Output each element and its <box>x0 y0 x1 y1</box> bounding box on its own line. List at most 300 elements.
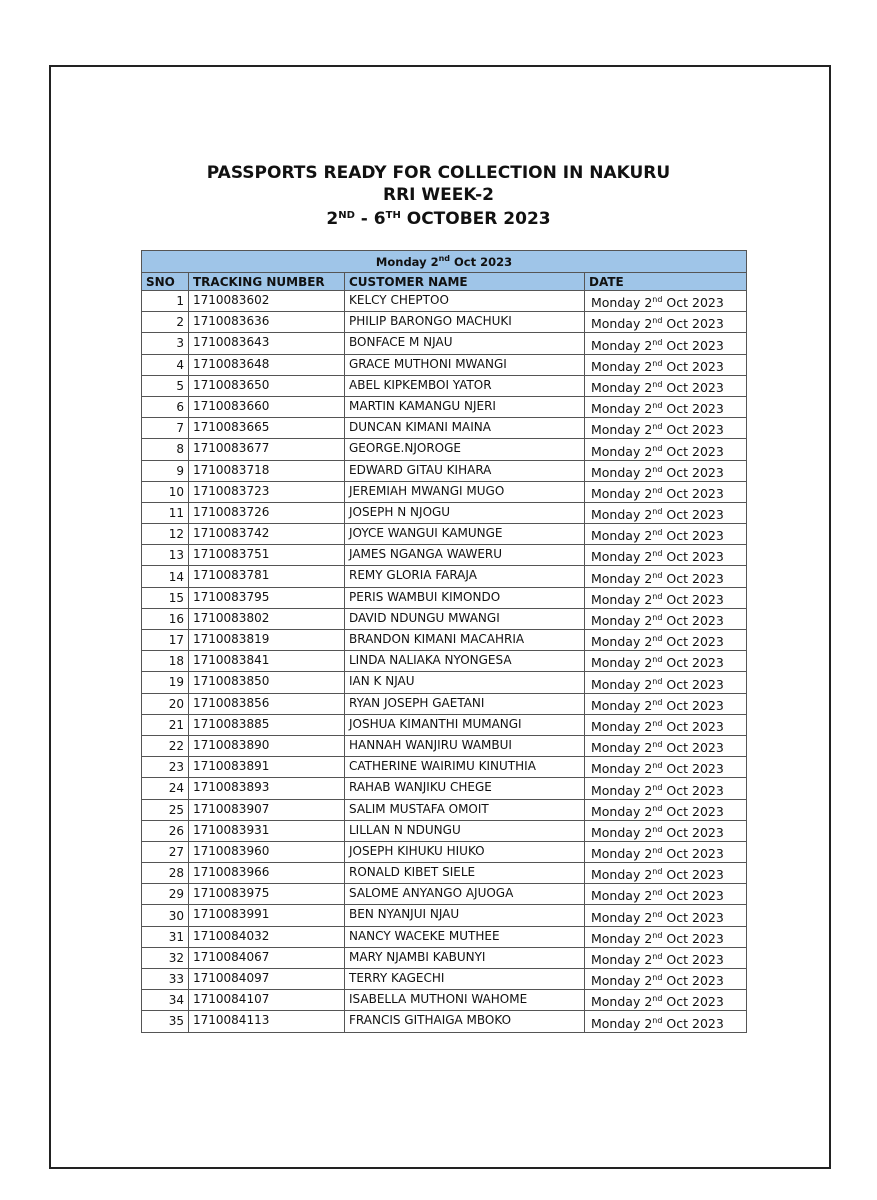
cell-tracking-number: 1710083795 <box>189 587 345 608</box>
cell-tracking-number: 1710083718 <box>189 460 345 481</box>
cell-date <box>585 651 747 672</box>
cell-date <box>585 333 747 354</box>
cell-date <box>585 354 747 375</box>
cell-sno: 1 <box>142 291 189 312</box>
cell-date <box>585 714 747 735</box>
cell-customer-name: NANCY WACEKE MUTHEE <box>345 926 585 947</box>
date-prefix: Monday 2 <box>591 846 653 862</box>
table-row <box>142 693 747 714</box>
cell-sno: 32 <box>142 947 189 968</box>
cell-sno: 20 <box>142 693 189 714</box>
cell-customer-name: KELCY CHEPTOO <box>345 291 585 312</box>
cell-tracking-number: 1710083890 <box>189 735 345 756</box>
document-subtitle: RRI WEEK-2 <box>383 185 494 205</box>
date-range-separator: - <box>354 209 374 229</box>
date-prefix: Monday 2 <box>591 379 653 395</box>
cell-customer-name: BEN NYANJUI NJAU <box>345 905 585 926</box>
cell-sno: 15 <box>142 587 189 608</box>
date-prefix: Monday 2 <box>591 528 653 544</box>
cell-tracking-number: 1710083723 <box>189 481 345 502</box>
cell-customer-name: GEORGE.NJOROGE <box>345 439 585 460</box>
cell-sno: 25 <box>142 799 189 820</box>
cell-tracking-number: 1710083966 <box>189 863 345 884</box>
cell-date <box>585 524 747 545</box>
cell-sno: 5 <box>142 375 189 396</box>
date-prefix: Monday 2 <box>591 973 653 989</box>
table-row <box>142 545 747 566</box>
date-rest: Oct 2023 <box>662 591 724 607</box>
cell-sno: 34 <box>142 990 189 1011</box>
date-rest: Oct 2023 <box>662 570 724 586</box>
cell-sno: 17 <box>142 630 189 651</box>
date-prefix: Monday 2 <box>591 549 653 565</box>
table-row <box>142 651 747 672</box>
date-prefix: Monday 2 <box>591 1015 653 1031</box>
table-header-row <box>142 273 747 291</box>
date-rest: Oct 2023 <box>662 676 724 692</box>
date-range-start-suffix: ND <box>338 210 355 221</box>
passport-table <box>141 250 747 1033</box>
table-row <box>142 566 747 587</box>
cell-customer-name: DAVID NDUNGU MWANGI <box>345 608 585 629</box>
cell-tracking-number: 1710083931 <box>189 820 345 841</box>
header-date: DATE <box>585 273 747 291</box>
cell-tracking-number: 1710083660 <box>189 396 345 417</box>
date-ordinal: nd <box>652 443 663 453</box>
cell-customer-name: TERRY KAGECHI <box>345 969 585 990</box>
cell-tracking-number: 1710084107 <box>189 990 345 1011</box>
cell-tracking-number: 1710084067 <box>189 947 345 968</box>
date-prefix: Monday 2 <box>591 401 653 417</box>
date-ordinal: nd <box>652 740 663 750</box>
date-ordinal: nd <box>652 295 663 305</box>
table-row <box>142 312 747 333</box>
cell-customer-name: ABEL KIPKEMBOI YATOR <box>345 375 585 396</box>
table-row <box>142 841 747 862</box>
cell-date <box>585 439 747 460</box>
date-ordinal: nd <box>652 507 663 517</box>
date-rest: Oct 2023 <box>662 782 724 798</box>
cell-tracking-number: 1710083819 <box>189 630 345 651</box>
cell-sno: 3 <box>142 333 189 354</box>
table-row <box>142 926 747 947</box>
cell-date <box>585 587 747 608</box>
date-ordinal: nd <box>652 930 663 940</box>
cell-tracking-number: 1710083907 <box>189 799 345 820</box>
date-ordinal: nd <box>652 316 663 326</box>
date-ordinal: nd <box>652 782 663 792</box>
date-rest: Oct 2023 <box>662 485 724 501</box>
date-ordinal: nd <box>652 676 663 686</box>
cell-customer-name: JOYCE WANGUI KAMUNGE <box>345 524 585 545</box>
date-prefix: Monday 2 <box>591 782 653 798</box>
cell-date <box>585 481 747 502</box>
date-ordinal: nd <box>652 761 663 771</box>
date-rest: Oct 2023 <box>662 634 724 650</box>
cell-date <box>585 990 747 1011</box>
date-prefix: Monday 2 <box>591 888 653 904</box>
table-row <box>142 969 747 990</box>
date-prefix: Monday 2 <box>591 867 653 883</box>
date-prefix: Monday 2 <box>591 994 653 1010</box>
date-ordinal: nd <box>652 718 663 728</box>
cell-sno: 29 <box>142 884 189 905</box>
table-row <box>142 990 747 1011</box>
table-row <box>142 947 747 968</box>
cell-customer-name: RYAN JOSEPH GAETANI <box>345 693 585 714</box>
date-ordinal: nd <box>652 655 663 665</box>
cell-tracking-number: 1710084113 <box>189 1011 345 1032</box>
date-prefix: Monday 2 <box>591 316 653 332</box>
date-rest: Oct 2023 <box>662 295 724 311</box>
date-rest: Oct 2023 <box>662 1015 724 1031</box>
date-ordinal: nd <box>652 570 663 580</box>
cell-customer-name: SALIM MUSTAFA OMOIT <box>345 799 585 820</box>
date-prefix: Monday 2 <box>591 824 653 840</box>
date-ordinal: nd <box>652 591 663 601</box>
cell-sno: 18 <box>142 651 189 672</box>
cell-date <box>585 608 747 629</box>
date-prefix: Monday 2 <box>591 676 653 692</box>
table-row <box>142 481 747 502</box>
date-prefix: Monday 2 <box>591 337 653 353</box>
date-prefix: Monday 2 <box>591 909 653 925</box>
table-row <box>142 418 747 439</box>
date-range-end-day: 6 <box>373 209 386 229</box>
cell-sno: 4 <box>142 354 189 375</box>
header-tracking-number: TRACKING NUMBER <box>189 273 345 291</box>
date-rest: Oct 2023 <box>662 316 724 332</box>
date-rest: Oct 2023 <box>662 718 724 734</box>
table-row <box>142 396 747 417</box>
date-prefix: Monday 2 <box>591 740 653 756</box>
cell-tracking-number: 1710084097 <box>189 969 345 990</box>
cell-tracking-number: 1710083891 <box>189 757 345 778</box>
cell-date <box>585 926 747 947</box>
cell-date <box>585 630 747 651</box>
date-range-end-suffix: TH <box>385 210 401 221</box>
date-ordinal: nd <box>652 613 663 622</box>
cell-tracking-number: 1710083781 <box>189 566 345 587</box>
date-ordinal: nd <box>652 549 663 559</box>
cell-customer-name: FRANCIS GITHAIGA MBOKO <box>345 1011 585 1032</box>
cell-tracking-number: 1710083856 <box>189 693 345 714</box>
cell-customer-name: JOSEPH N NJOGU <box>345 502 585 523</box>
cell-date <box>585 545 747 566</box>
date-rest: Oct 2023 <box>662 528 724 544</box>
cell-sno: 14 <box>142 566 189 587</box>
table-row <box>142 735 747 756</box>
cell-tracking-number: 1710083742 <box>189 524 345 545</box>
date-ordinal: nd <box>652 528 663 538</box>
date-range-month-year: OCTOBER 2023 <box>400 209 551 229</box>
cell-customer-name: MARTIN KAMANGU NJERI <box>345 396 585 417</box>
table-row <box>142 905 747 926</box>
table-row <box>142 778 747 799</box>
table-row <box>142 884 747 905</box>
cell-date <box>585 799 747 820</box>
cell-sno: 2 <box>142 312 189 333</box>
table-row <box>142 1011 747 1032</box>
cell-customer-name: MARY NJAMBI KABUNYI <box>345 947 585 968</box>
cell-tracking-number: 1710083991 <box>189 905 345 926</box>
date-prefix: Monday 2 <box>591 803 653 819</box>
date-prefix: Monday 2 <box>591 295 653 311</box>
date-rest: Oct 2023 <box>662 888 724 904</box>
date-rest: Oct 2023 <box>662 803 724 819</box>
date-prefix: Monday 2 <box>591 718 653 734</box>
cell-tracking-number: 1710083602 <box>189 291 345 312</box>
cell-tracking-number: 1710084032 <box>189 926 345 947</box>
cell-date <box>585 884 747 905</box>
date-ordinal: nd <box>652 358 663 368</box>
cell-date <box>585 863 747 884</box>
cell-customer-name: JEREMIAH MWANGI MUGO <box>345 481 585 502</box>
date-ordinal: nd <box>652 379 663 389</box>
date-range <box>0 205 877 230</box>
cell-date <box>585 969 747 990</box>
table-row <box>142 291 747 312</box>
date-prefix: Monday 2 <box>591 930 653 946</box>
cell-tracking-number: 1710083841 <box>189 651 345 672</box>
date-ordinal: nd <box>652 909 663 919</box>
cell-tracking-number: 1710083893 <box>189 778 345 799</box>
cell-customer-name: EDWARD GITAU KIHARA <box>345 460 585 481</box>
header-sno: SNO <box>142 273 189 291</box>
date-prefix: Monday 2 <box>591 613 653 628</box>
date-rest: Oct 2023 <box>662 761 724 777</box>
cell-customer-name: JOSEPH KIHUKU HIUKO <box>345 841 585 862</box>
date-prefix: Monday 2 <box>591 952 653 967</box>
cell-date <box>585 418 747 439</box>
cell-sno: 10 <box>142 481 189 502</box>
date-rest: Oct 2023 <box>662 952 724 967</box>
banner-date-suffix: nd <box>438 254 450 263</box>
date-rest: Oct 2023 <box>662 867 724 883</box>
date-rest: Oct 2023 <box>662 507 724 523</box>
cell-tracking-number: 1710083650 <box>189 375 345 396</box>
date-ordinal: nd <box>652 867 663 877</box>
cell-sno: 7 <box>142 418 189 439</box>
cell-tracking-number: 1710083885 <box>189 714 345 735</box>
cell-sno: 28 <box>142 863 189 884</box>
table-row <box>142 439 747 460</box>
cell-tracking-number: 1710083677 <box>189 439 345 460</box>
cell-date <box>585 693 747 714</box>
cell-sno: 31 <box>142 926 189 947</box>
cell-sno: 8 <box>142 439 189 460</box>
date-rest: Oct 2023 <box>662 824 724 840</box>
cell-date <box>585 841 747 862</box>
cell-customer-name: IAN K NJAU <box>345 672 585 693</box>
date-ordinal: nd <box>652 973 663 983</box>
cell-sno: 6 <box>142 396 189 417</box>
table-row <box>142 799 747 820</box>
cell-sno: 30 <box>142 905 189 926</box>
table-row <box>142 757 747 778</box>
date-ordinal: nd <box>652 824 663 834</box>
date-rest: Oct 2023 <box>662 422 724 438</box>
cell-date <box>585 672 747 693</box>
cell-date <box>585 312 747 333</box>
table-row <box>142 333 747 354</box>
date-ordinal: nd <box>652 888 663 898</box>
date-ordinal: nd <box>652 401 663 411</box>
table-row <box>142 820 747 841</box>
table-banner <box>142 251 747 273</box>
table-body <box>142 291 747 1033</box>
cell-sno: 24 <box>142 778 189 799</box>
cell-customer-name: LINDA NALIAKA NYONGESA <box>345 651 585 672</box>
date-rest: Oct 2023 <box>662 549 724 565</box>
cell-tracking-number: 1710083850 <box>189 672 345 693</box>
cell-date <box>585 375 747 396</box>
cell-customer-name: GRACE MUTHONI MWANGI <box>345 354 585 375</box>
date-ordinal: nd <box>652 464 663 474</box>
cell-sno: 26 <box>142 820 189 841</box>
date-rest: Oct 2023 <box>662 401 724 417</box>
table-row <box>142 354 747 375</box>
cell-sno: 16 <box>142 608 189 629</box>
date-rest: Oct 2023 <box>662 846 724 862</box>
date-ordinal: nd <box>652 1015 663 1025</box>
table-row <box>142 524 747 545</box>
cell-customer-name: JOSHUA KIMANTHI MUMANGI <box>345 714 585 735</box>
cell-customer-name: REMY GLORIA FARAJA <box>345 566 585 587</box>
cell-date <box>585 905 747 926</box>
cell-sno: 13 <box>142 545 189 566</box>
cell-date <box>585 566 747 587</box>
date-prefix: Monday 2 <box>591 507 653 523</box>
cell-tracking-number: 1710083643 <box>189 333 345 354</box>
date-ordinal: nd <box>652 697 663 707</box>
date-rest: Oct 2023 <box>662 740 724 756</box>
date-prefix: Monday 2 <box>591 358 653 374</box>
cell-date <box>585 396 747 417</box>
cell-sno: 11 <box>142 502 189 523</box>
cell-date <box>585 757 747 778</box>
cell-tracking-number: 1710083636 <box>189 312 345 333</box>
cell-sno: 33 <box>142 969 189 990</box>
date-prefix: Monday 2 <box>591 443 653 459</box>
date-prefix: Monday 2 <box>591 634 653 650</box>
cell-date <box>585 1011 747 1032</box>
table-row <box>142 587 747 608</box>
date-ordinal: nd <box>652 803 663 813</box>
date-range-start-day: 2 <box>326 209 339 229</box>
date-rest: Oct 2023 <box>662 358 724 374</box>
header-customer-name: CUSTOMER NAME <box>345 273 585 291</box>
cell-customer-name: PHILIP BARONGO MACHUKI <box>345 312 585 333</box>
cell-customer-name: JAMES NGANGA WAWERU <box>345 545 585 566</box>
date-rest: Oct 2023 <box>662 613 724 628</box>
cell-customer-name: CATHERINE WAIRIMU KINUTHIA <box>345 757 585 778</box>
cell-sno: 35 <box>142 1011 189 1032</box>
date-prefix: Monday 2 <box>591 655 653 671</box>
cell-date <box>585 460 747 481</box>
cell-tracking-number: 1710083648 <box>189 354 345 375</box>
table-row <box>142 630 747 651</box>
date-ordinal: nd <box>652 337 663 347</box>
table-row <box>142 460 747 481</box>
cell-date <box>585 820 747 841</box>
table-row <box>142 608 747 629</box>
date-prefix: Monday 2 <box>591 591 653 607</box>
date-rest: Oct 2023 <box>662 443 724 459</box>
date-rest: Oct 2023 <box>662 930 724 946</box>
date-prefix: Monday 2 <box>591 464 653 480</box>
banner-date-prefix: Monday 2 <box>375 255 439 269</box>
cell-customer-name: DUNCAN KIMANI MAINA <box>345 418 585 439</box>
cell-date <box>585 291 747 312</box>
cell-customer-name: ISABELLA MUTHONI WAHOME <box>345 990 585 1011</box>
date-prefix: Monday 2 <box>591 761 653 777</box>
cell-customer-name: SALOME ANYANGO AJUOGA <box>345 884 585 905</box>
cell-customer-name: RONALD KIBET SIELE <box>345 863 585 884</box>
date-rest: Oct 2023 <box>662 973 724 989</box>
cell-tracking-number: 1710083960 <box>189 841 345 862</box>
cell-sno: 23 <box>142 757 189 778</box>
date-prefix: Monday 2 <box>591 570 653 586</box>
table-row <box>142 714 747 735</box>
cell-tracking-number: 1710083751 <box>189 545 345 566</box>
table-row <box>142 375 747 396</box>
cell-sno: 27 <box>142 841 189 862</box>
cell-customer-name: LILLAN N NDUNGU <box>345 820 585 841</box>
cell-tracking-number: 1710083975 <box>189 884 345 905</box>
cell-sno: 9 <box>142 460 189 481</box>
cell-tracking-number: 1710083802 <box>189 608 345 629</box>
date-ordinal: nd <box>652 634 663 644</box>
table-row <box>142 502 747 523</box>
date-prefix: Monday 2 <box>591 485 653 501</box>
cell-customer-name: HANNAH WANJIRU WAMBUI <box>345 735 585 756</box>
cell-date <box>585 778 747 799</box>
date-prefix: Monday 2 <box>591 422 653 438</box>
cell-tracking-number: 1710083665 <box>189 418 345 439</box>
cell-customer-name: PERIS WAMBUI KIMONDO <box>345 587 585 608</box>
date-prefix: Monday 2 <box>591 697 653 713</box>
date-rest: Oct 2023 <box>662 379 724 395</box>
date-rest: Oct 2023 <box>662 464 724 480</box>
date-ordinal: nd <box>652 422 663 432</box>
cell-sno: 19 <box>142 672 189 693</box>
date-ordinal: nd <box>652 994 663 1004</box>
date-rest: Oct 2023 <box>662 337 724 353</box>
cell-sno: 22 <box>142 735 189 756</box>
document-title: PASSPORTS READY FOR COLLECTION IN NAKURU <box>206 163 671 183</box>
cell-date <box>585 947 747 968</box>
date-ordinal: nd <box>652 846 663 856</box>
banner-date-rest: Oct 2023 <box>450 255 513 269</box>
cell-customer-name: BONFACE M NJAU <box>345 333 585 354</box>
date-ordinal: nd <box>652 485 663 495</box>
date-rest: Oct 2023 <box>662 909 724 925</box>
date-rest: Oct 2023 <box>662 655 724 671</box>
cell-date <box>585 735 747 756</box>
date-rest: Oct 2023 <box>662 994 724 1010</box>
cell-sno: 12 <box>142 524 189 545</box>
cell-date <box>585 502 747 523</box>
table-row <box>142 672 747 693</box>
cell-sno: 21 <box>142 714 189 735</box>
cell-customer-name: RAHAB WANJIKU CHEGE <box>345 778 585 799</box>
cell-customer-name: BRANDON KIMANI MACAHRIA <box>345 630 585 651</box>
cell-tracking-number: 1710083726 <box>189 502 345 523</box>
date-ordinal: nd <box>652 952 663 961</box>
table-row <box>142 863 747 884</box>
table-banner-row <box>142 251 747 273</box>
